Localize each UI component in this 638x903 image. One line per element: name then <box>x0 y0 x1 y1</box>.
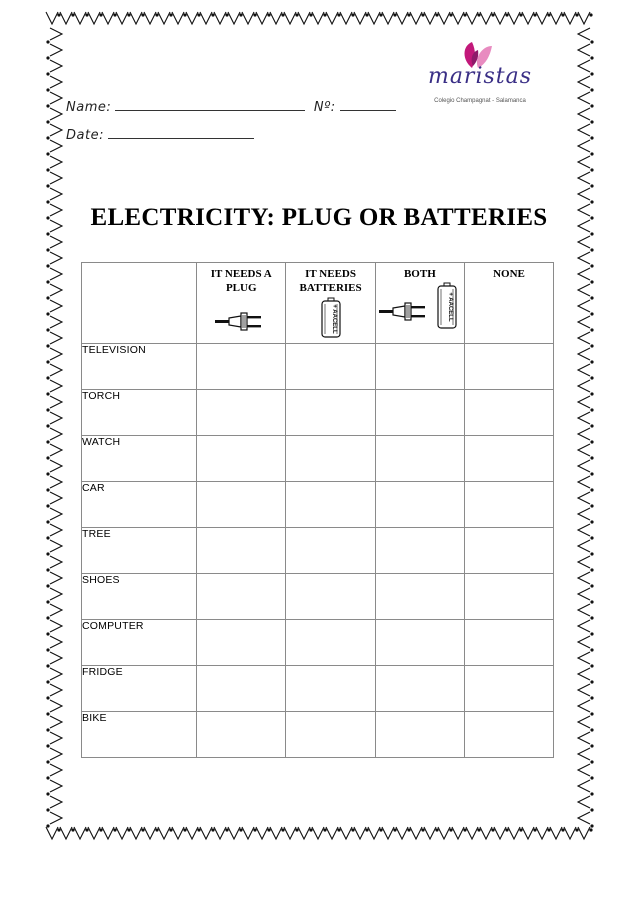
answer-cell[interactable] <box>197 344 286 390</box>
battery-label-both: + AACELL <box>446 292 453 322</box>
header-none-label: NONE <box>493 268 525 280</box>
date-line[interactable] <box>108 137 254 139</box>
logo-wordmark: maristas <box>427 64 533 89</box>
answer-cell[interactable] <box>197 574 286 620</box>
answer-cell[interactable] <box>375 712 464 758</box>
answer-cell[interactable] <box>286 620 376 666</box>
header-both-label: BOTH <box>403 268 436 280</box>
answer-cell[interactable] <box>197 436 286 482</box>
row-label: SHOES <box>82 574 197 620</box>
answer-cell[interactable] <box>375 390 464 436</box>
date-field[interactable] <box>66 128 254 143</box>
answer-cell[interactable] <box>464 390 553 436</box>
answer-cell[interactable] <box>286 390 376 436</box>
table-row <box>82 528 554 574</box>
answer-cell[interactable] <box>375 344 464 390</box>
answer-cell[interactable] <box>464 344 553 390</box>
answer-cell[interactable] <box>375 620 464 666</box>
table-row <box>82 712 554 758</box>
plug-and-battery-icon <box>377 277 463 339</box>
answer-cell[interactable] <box>197 390 286 436</box>
row-label: WATCH <box>82 436 197 482</box>
answer-cell[interactable] <box>464 528 553 574</box>
row-label: FRIDGE <box>82 666 197 712</box>
answer-cell[interactable] <box>464 666 553 712</box>
number-label: Nº: <box>313 100 336 115</box>
header-both <box>375 263 464 344</box>
row-label: COMPUTER <box>82 620 197 666</box>
date-label: Date: <box>66 128 104 143</box>
answer-cell[interactable] <box>286 712 376 758</box>
name-field[interactable] <box>66 100 396 115</box>
answer-cell[interactable] <box>375 666 464 712</box>
answer-cell[interactable] <box>286 436 376 482</box>
table-row <box>82 482 554 528</box>
table-row <box>82 344 554 390</box>
table-row <box>82 666 554 712</box>
table-row <box>82 620 554 666</box>
answer-cell[interactable] <box>375 482 464 528</box>
answer-cell[interactable] <box>197 666 286 712</box>
row-label: BIKE <box>82 712 197 758</box>
answer-cell[interactable] <box>286 528 376 574</box>
name-line[interactable] <box>115 109 305 111</box>
battery-icon <box>318 297 344 339</box>
header-none <box>464 263 553 344</box>
header-plug-label: IT NEEDS A PLUG <box>210 268 272 294</box>
plug-icon <box>211 305 271 339</box>
answer-cell[interactable] <box>375 436 464 482</box>
answer-cell[interactable] <box>197 712 286 758</box>
answer-cell[interactable] <box>464 712 553 758</box>
answer-cell[interactable] <box>197 620 286 666</box>
name-label: Name: <box>66 100 112 115</box>
header-blank-cell <box>82 263 197 344</box>
answer-cell[interactable] <box>286 344 376 390</box>
answer-cell[interactable] <box>464 574 553 620</box>
table-row <box>82 436 554 482</box>
answer-cell[interactable] <box>197 482 286 528</box>
answer-cell[interactable] <box>286 482 376 528</box>
header-plug <box>197 263 286 344</box>
answer-cell[interactable] <box>464 436 553 482</box>
number-line[interactable] <box>340 109 396 111</box>
battery-label: + AACELL <box>330 304 337 334</box>
header-batteries <box>286 263 376 344</box>
header-batteries-label: IT NEEDS BATTERIES <box>299 268 362 294</box>
answer-cell[interactable] <box>375 574 464 620</box>
answer-cell[interactable] <box>375 528 464 574</box>
row-label: TORCH <box>82 390 197 436</box>
row-label: CAR <box>82 482 197 528</box>
table-header-row <box>82 263 554 344</box>
answer-cell[interactable] <box>464 620 553 666</box>
worksheet-title: ELECTRICITY: PLUG OR BATTERIES <box>90 204 548 231</box>
answer-cell[interactable] <box>286 666 376 712</box>
answer-cell[interactable] <box>286 574 376 620</box>
answer-cell[interactable] <box>197 528 286 574</box>
row-label: TELEVISION <box>82 344 197 390</box>
table-row <box>82 574 554 620</box>
answer-cell[interactable] <box>464 482 553 528</box>
logo-subtitle: Colegio Champagnat - Salamanca <box>434 98 526 104</box>
classification-table <box>81 262 554 758</box>
table-row <box>82 390 554 436</box>
row-label: TREE <box>82 528 197 574</box>
school-logo <box>426 40 536 112</box>
